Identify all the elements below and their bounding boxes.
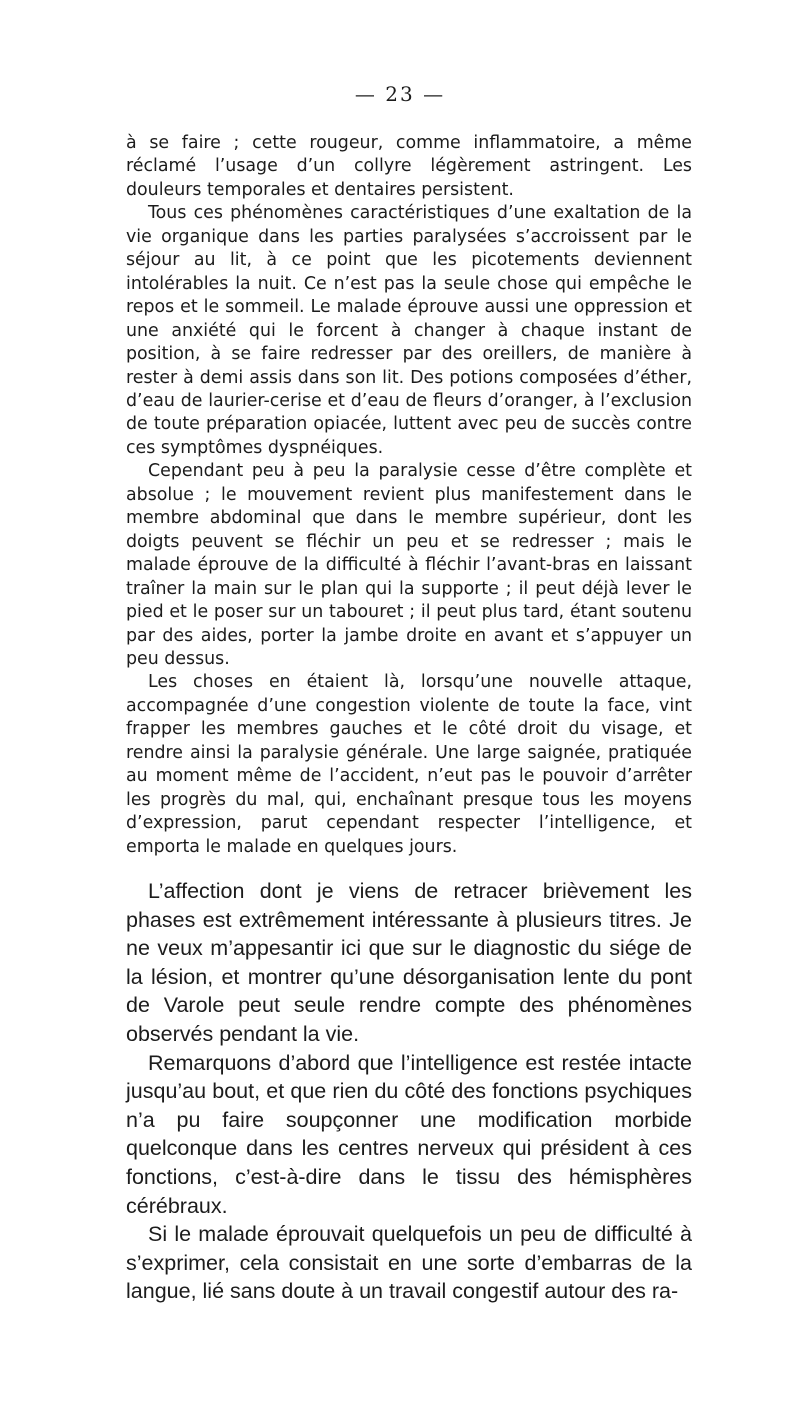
paragraph: Tous ces phénomènes caractéristiques d’une exaltation de la vie organique dans les parties paralysées s’accroissent par le séjour au lit, à ce point que les picotements deviennent intolérables la nuit. Ce n’est pas la seule chose qui empêche le repos et le sommeil. Le malade éprouve aussi une oppression et une anxiété qui le forcent à changer à chaque instant de position, à se faire redresser par des oreillers, de manière à rester à demi assis dans son lit. Des potions composées d’éther, d’eau de laurier-cerise et d’eau de fleurs d’oranger, à l’exclusion de toute préparation opiacée, luttent avec peu de succès contre ces symptômes dyspnéiques. <box>126 203 692 458</box>
paragraph: Cependant peu à peu la paralysie cesse d’être complète et absolue ; le mouvement revient plus manifestement dans le membre abdominal que dans le membre supérieur, dont les doigts peuvent se fléchir un peu et se redresser ; mais le malade éprouve de la difficulté à fléchir l’avant-bras en laissant traîner la main sur le plan qui la supporte ; il peut déjà lever le pied et le poser sur un tabouret ; il peut plus tard, étant soutenu par des aides, porter la jambe droite en avant et s’appuyer un peu dessus. <box>126 461 692 669</box>
paragraph: Si le malade éprouvait quelquefois un peu de difficulté à s’exprimer, cela consistait en une sorte d’embarras de la langue, lié sans doute à un travail congestif autour des ra- <box>126 1222 692 1304</box>
paragraph: L’affection dont je viens de retracer brièvement les phases est extrêmement intéressante à plusieurs titres. Je ne veux m’appesantir ici que sur le diagnostic du siége de la lésion, et montrer qu’une désorganisation lente du pont de Varole peut seule rendre compte des phénomènes observés pendant la vie. <box>126 879 692 1046</box>
page-number: — 23 — <box>354 82 446 106</box>
observation-text <box>126 132 692 859</box>
paragraph: à se faire ; cette rougeur, comme inflammatoire, a même réclamé l’usage d’un collyre légèrement astringent. Les douleurs temporales et dentaires persistent. <box>126 133 692 200</box>
paragraph: Remarquons d’abord que l’intelligence est restée intacte jusqu’au bout, et que rien du côté des fonctions psychiques n’a pu faire soupçonner une modification morbide quelconque dans les centres nerveux qui président à ces fonctions, c’est-à-dire dans le tissu des hémisphères cérébraux. <box>126 1050 692 1218</box>
commentary-text <box>126 877 692 1306</box>
paragraph: Les choses en étaient là, lorsqu’une nouvelle attaque, accompagnée d’une congestion violente de toute la face, vint frapper les membres gauches et le côté droit du visage, et rendre ainsi la paralysie générale. Une large saignée, pratiquée au moment même de l’accident, n’eut pas le pouvoir d’arrêter les progrès du mal, qui, enchaînant presque tous les moyens d’expression, parut cependant respecter l’intelligence, et emporta le malade en quelques jours. <box>126 672 692 857</box>
